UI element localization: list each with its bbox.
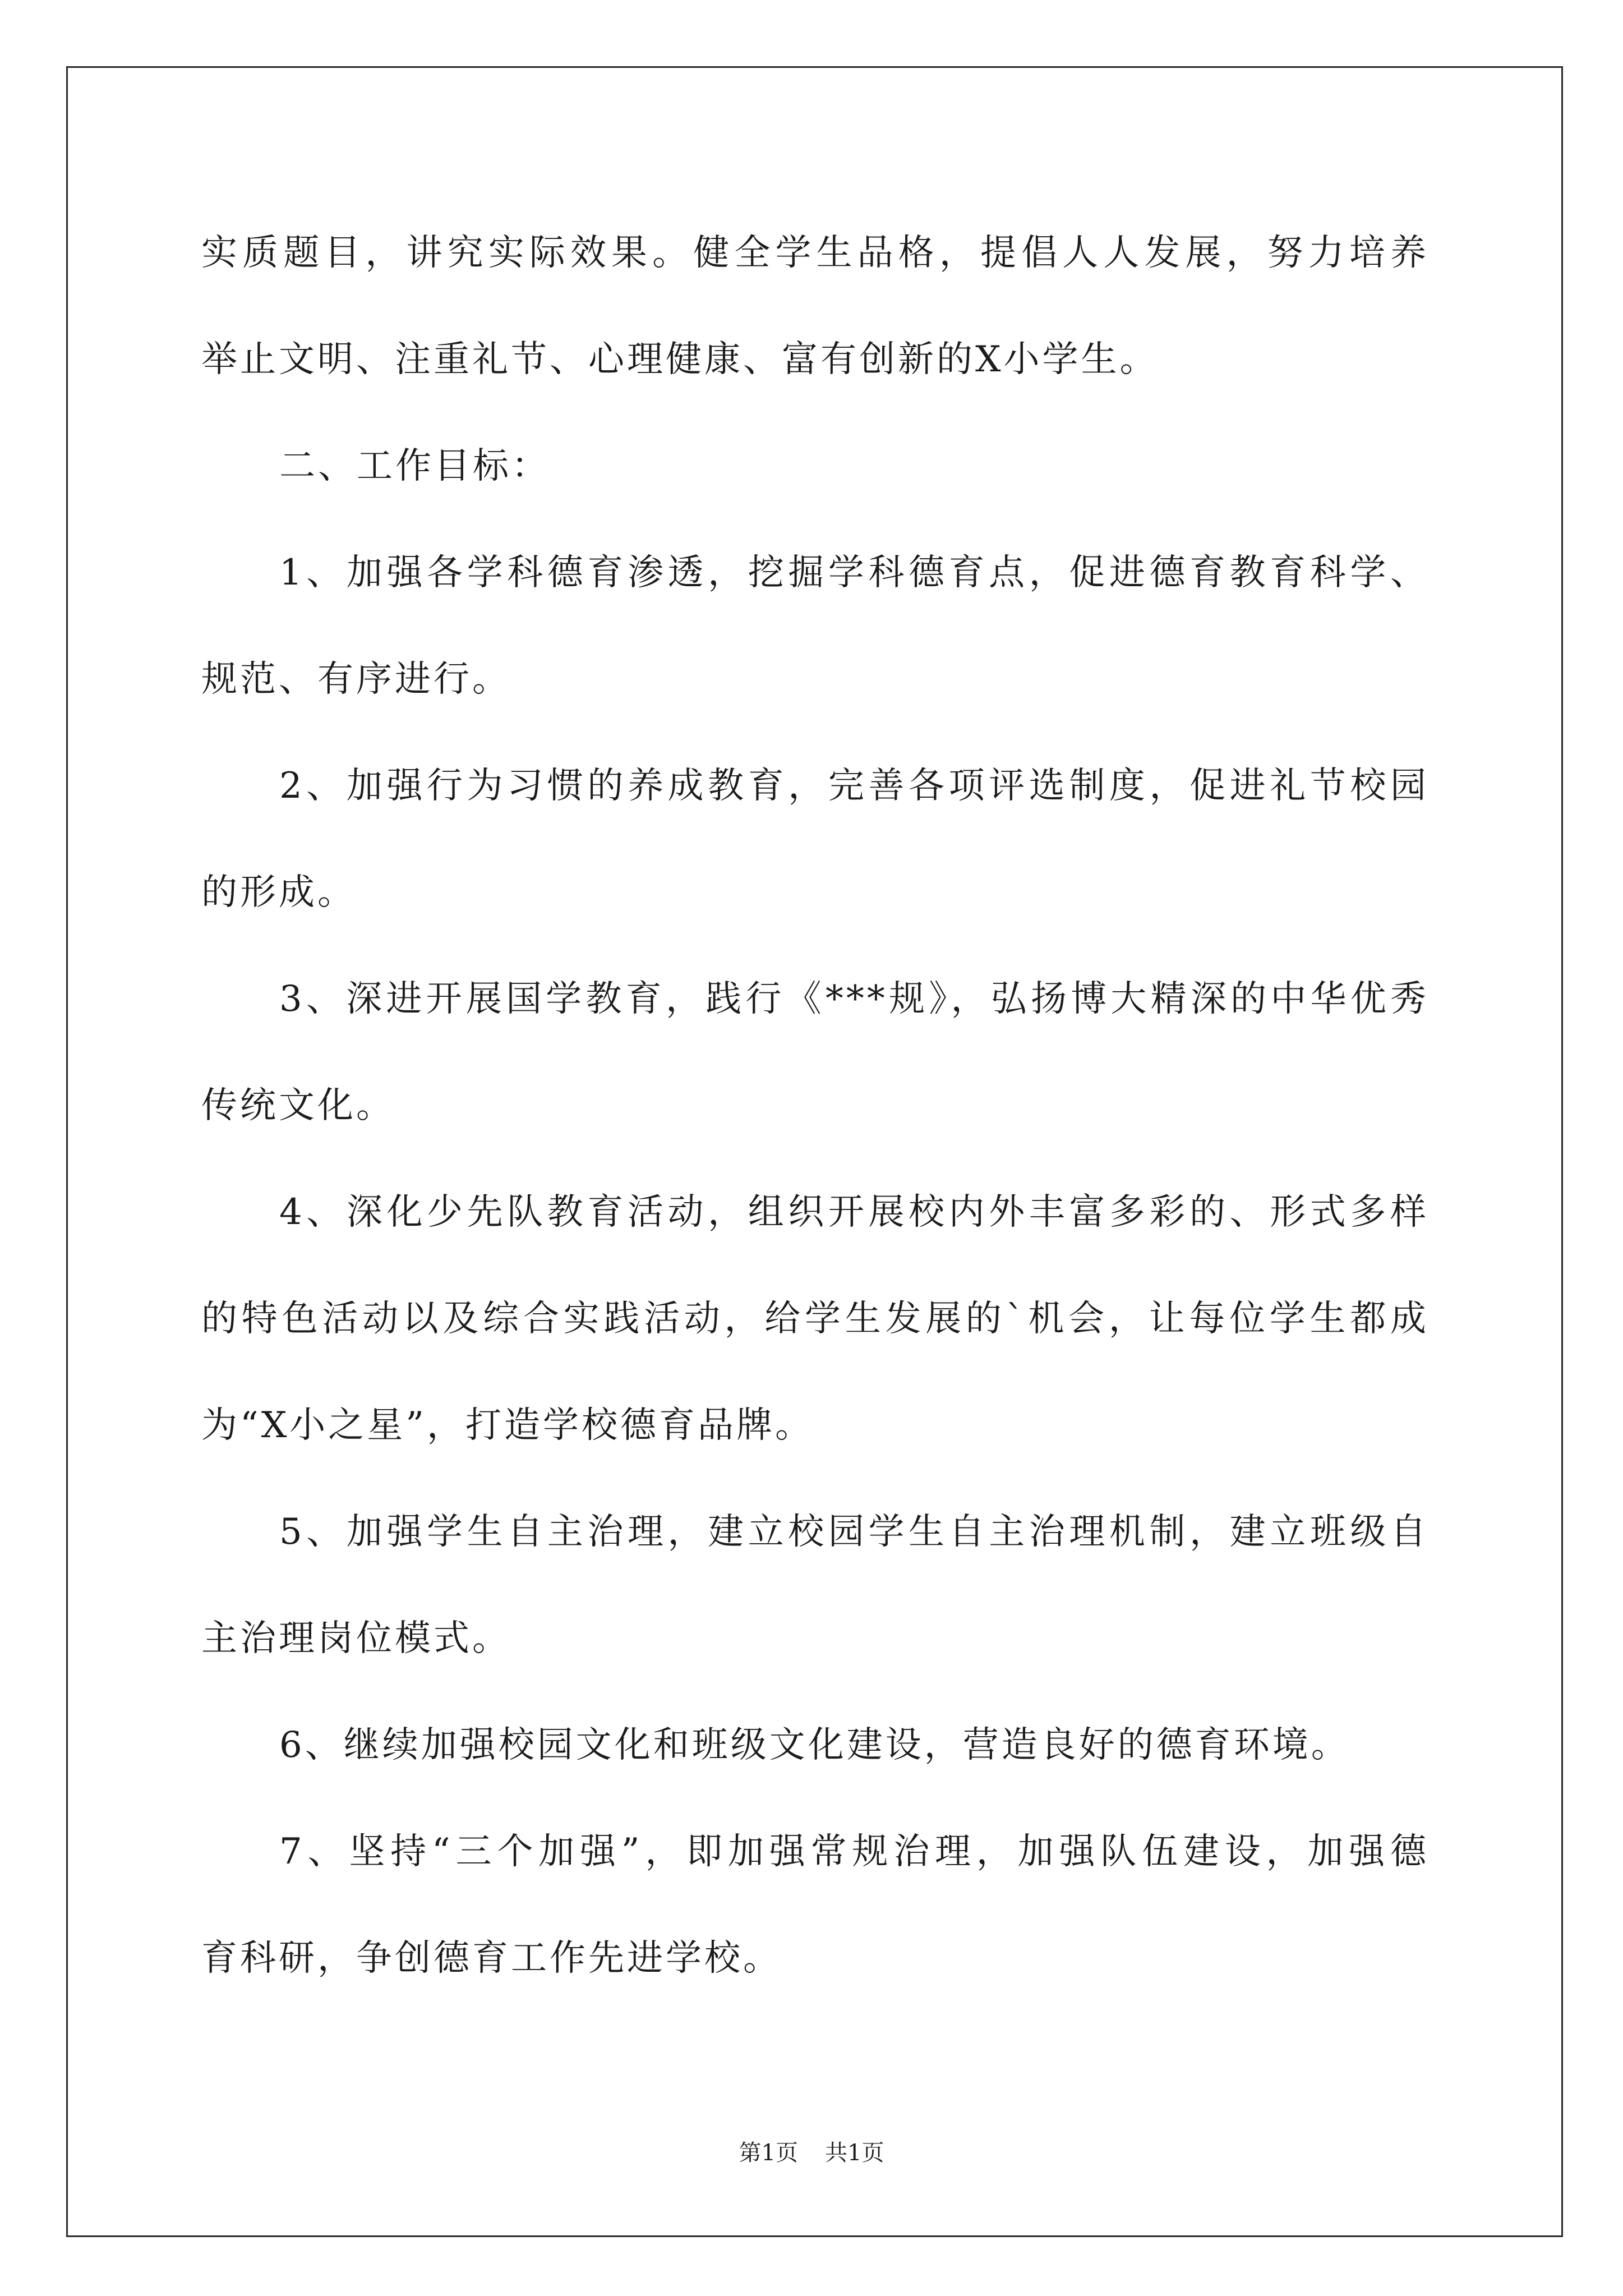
page-number: 第1页 <box>739 2140 798 2166</box>
text-line: 2、加强行为习惯的养成教育，完善各项评选制度，促进礼节校园 <box>279 765 1429 807</box>
text-line: 规范、有序进行。 <box>201 659 511 700</box>
paragraph-goal-5 <box>201 1479 1429 1692</box>
paragraph-goal-3 <box>201 946 1429 1159</box>
page-footer <box>0 2138 1623 2168</box>
text-line: 的形成。 <box>201 872 356 913</box>
text-line: 主治理岗位模式。 <box>201 1618 511 1659</box>
paragraph-goal-2 <box>201 733 1429 946</box>
text-line: 育科研，争创德育工作先进学校。 <box>201 1938 782 1979</box>
text-line: 实质题目，讲究实际效果。健全学生品格，提倡人人发展，努力培养 <box>201 232 1429 274</box>
text-line: 1、加强各学科德育渗透，挖掘学科德育点，促进德育教育科学、 <box>279 552 1429 593</box>
text-line: 举止文明、注重礼节、心理健康、富有创新的X小学生。 <box>201 339 1159 380</box>
paragraph-goal-1 <box>201 519 1429 733</box>
section-heading: 二、工作目标： <box>279 445 550 487</box>
text-line: 3、深进开展国学教育，践行《***规》，弘扬博大精深的中华优秀 <box>279 978 1429 1020</box>
paragraph-goal-7 <box>201 1798 1429 2012</box>
paragraph-goal-6 <box>201 1692 1429 1798</box>
paragraph-intro-continued <box>201 200 1429 413</box>
text-line: 为“X小之星”，打造学校德育品牌。 <box>201 1405 814 1446</box>
text-line: 传统文化。 <box>201 1085 395 1126</box>
section-heading-work-goals <box>201 413 1429 519</box>
text-line: 的特色活动以及综合实践活动，给学生发展的`机会，让每位学生都成 <box>201 1298 1429 1340</box>
document-body <box>201 200 1429 2012</box>
paragraph-goal-4 <box>201 1159 1429 1479</box>
page-total: 共1页 <box>825 2140 884 2166</box>
text-line: 4、深化少先队教育活动，组织开展校内外丰富多彩的、形式多样 <box>279 1191 1429 1233</box>
text-line: 5、加强学生自主治理，建立校园学生自主治理机制，建立班级自 <box>279 1511 1429 1553</box>
text-line: 7、坚持“三个加强”，即加强常规治理，加强队伍建设，加强德 <box>279 1831 1429 1872</box>
text-line: 6、继续加强校园文化和班级文化建设，营造良好的德育环境。 <box>279 1724 1350 1766</box>
